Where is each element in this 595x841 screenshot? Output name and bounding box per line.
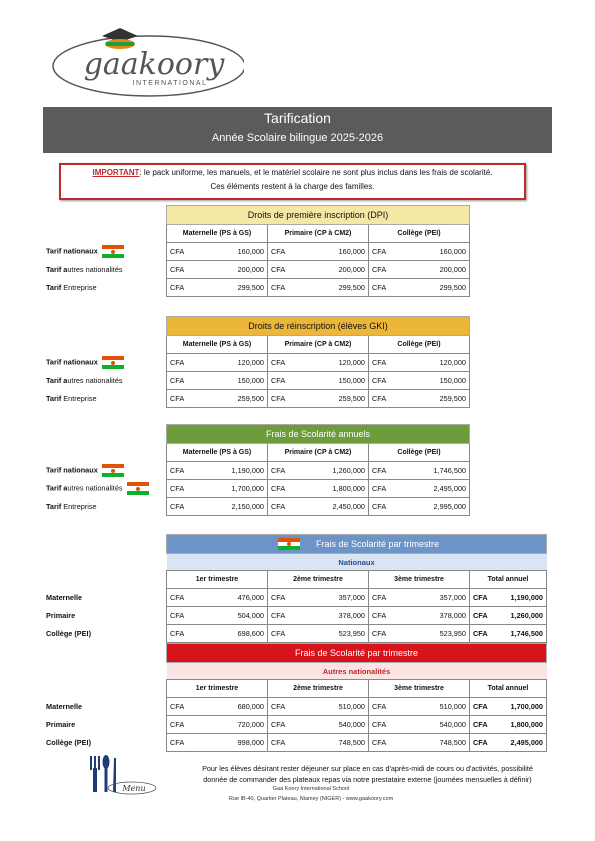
table-row: Maternelle CFA 680,000 CFA 510,000 CFA 510,000 CFA 1,700,000: [43, 698, 547, 716]
footer-note: Pour les élèves désirant rester déjeuner sur place en cas d'après-midi de cours ou d'activités, possibilité donnée de commander des plateaux repas via notre prestataire externe (journées mensuelles à définir): [202, 764, 533, 784]
col-header: Total annuel: [470, 680, 547, 698]
col-header: Primaire (CP à CM2): [268, 225, 369, 243]
table-row: Tarif autres nationalités CFA 150,000 CFA 150,000 CFA 150,000: [43, 372, 470, 390]
table-row: Tarif nationaux CFA 1,190,000 CFA 1,260,000 CFA 1,746,500: [43, 462, 470, 480]
notice-line2: Ces éléments restent à la charge des familles.: [210, 182, 375, 191]
col-header: Maternelle (PS à GS): [167, 444, 268, 462]
important-label: IMPORTANT: [92, 168, 140, 177]
row-label: Primaire: [46, 720, 76, 729]
school-logo: [44, 22, 244, 102]
svg-text:Menu: Menu: [122, 784, 146, 793]
row-label: Maternelle: [46, 702, 83, 711]
row-label: Tarif nationaux: [43, 462, 167, 480]
table-row: Tarif autres nationalités CFA 200,000 CFA 200,000 CFA 200,000: [43, 261, 470, 279]
col-header: Primaire (CP à CM2): [268, 336, 369, 354]
table-row: Tarif nationaux CFA 120,000 CFA 120,000 CFA 120,000: [43, 354, 470, 372]
table-row: Primaire CFA 504,000 CFA 378,000 CFA 378,000 CFA 1,260,000: [43, 607, 547, 625]
row-label: Tarif autres nationalités: [46, 265, 123, 274]
col-header: 2ème trimestre: [268, 571, 369, 589]
table-title: Droits de réinscription (élèves GKI): [167, 317, 470, 336]
table-row: Tarif nationaux CFA 160,000 CFA 160,000 CFA 160,000: [43, 243, 470, 261]
logo-text: gaakoory: [83, 47, 225, 82]
col-header: 2ème trimestre: [268, 680, 369, 698]
table-subtitle: Autres nationalités: [167, 663, 547, 680]
row-label: Tarif nationaux: [43, 243, 167, 261]
table-title: Frais de Scolarité par trimestre: [167, 535, 547, 554]
table-row: Collège (PEI) CFA 698,600 CFA 523,950 CFA 523,950 CFA 1,746,500: [43, 625, 547, 643]
col-header: 3ème trimestre: [369, 571, 470, 589]
niger-flag-icon: [278, 538, 300, 551]
row-label: Tarif Entreprise: [46, 283, 97, 292]
table-first-registration: [43, 205, 470, 297]
col-header: 1er trimestre: [167, 680, 268, 698]
col-header: 1er trimestre: [167, 571, 268, 589]
niger-flag-icon: [102, 464, 124, 477]
table-subtitle: Nationaux: [167, 554, 547, 571]
table-row: Maternelle CFA 476,000 CFA 357,000 CFA 357,000 CFA 1,190,000: [43, 589, 547, 607]
col-header: Primaire (CP à CM2): [268, 444, 369, 462]
logo-subtext: INTERNATIONAL: [132, 80, 208, 87]
row-label: Primaire: [46, 611, 76, 620]
niger-flag-icon: [127, 482, 149, 495]
table-annual-fees: [43, 424, 470, 516]
row-label: Tarif Entreprise: [46, 502, 97, 511]
col-header: Collège (PEI): [369, 336, 470, 354]
niger-flag-icon: [102, 356, 124, 369]
page-subtitle: Année Scolaire bilingue 2025-2026: [211, 132, 384, 144]
table-title: Frais de Scolarité par trimestre: [167, 644, 547, 663]
table-title: Frais de Scolarité annuels: [167, 425, 470, 444]
row-label: Tarif autres nationalités: [43, 480, 167, 498]
table-row: Collège (PEI) CFA 998,000 CFA 748,500 CFA 748,500 CFA 2,495,000: [43, 734, 547, 752]
row-label: Maternelle: [46, 593, 83, 602]
table-row: Tarif Entreprise CFA 259,500 CFA 259,500 CFA 259,500: [43, 390, 470, 408]
table-title: Droits de première inscription (DPI): [167, 206, 470, 225]
col-header: Collège (PEI): [369, 225, 470, 243]
table-row: Tarif autres nationalités CFA 1,700,000 CFA 1,800,000 CFA 2,495,000: [43, 480, 470, 498]
table-trimester-other-nationalities: [43, 643, 547, 752]
row-label: Collège (PEI): [46, 629, 92, 638]
row-label: Collège (PEI): [46, 738, 92, 747]
table-row: Tarif Entreprise CFA 299,500 CFA 299,500 CFA 299,500: [43, 279, 470, 297]
school-address: Gaa Koory International School Rue IB-40, Quartier Plateau, Niamey (NIGER) - www.gaakoory.com: [228, 786, 394, 802]
col-header: Maternelle (PS à GS): [167, 225, 268, 243]
menu-cutlery-icon: [80, 754, 160, 798]
table-row: Primaire CFA 720,000 CFA 540,000 CFA 540,000 CFA 1,800,000: [43, 716, 547, 734]
table-trimester-nationals: [43, 534, 547, 643]
col-header: 3ème trimestre: [369, 680, 470, 698]
important-notice: [59, 163, 526, 200]
row-label: Tarif nationaux: [43, 354, 167, 372]
table-reregistration: [43, 316, 470, 408]
col-header: Total annuel: [470, 571, 547, 589]
title-banner: [43, 107, 552, 153]
row-label: Tarif Entreprise: [46, 394, 97, 403]
table-row: Tarif Entreprise CFA 2,150,000 CFA 2,450,000 CFA 2,995,000: [43, 498, 470, 516]
notice-line1: : le pack uniforme, les manuels, et le matériel scolaire ne sont plus inclus dans les frais de scolarité.: [139, 168, 493, 177]
col-header: Collège (PEI): [369, 444, 470, 462]
row-label: Tarif autres nationalités: [46, 376, 123, 385]
col-header: Maternelle (PS à GS): [167, 336, 268, 354]
niger-flag-icon: [102, 245, 124, 258]
page-title: Tarification: [264, 110, 331, 126]
